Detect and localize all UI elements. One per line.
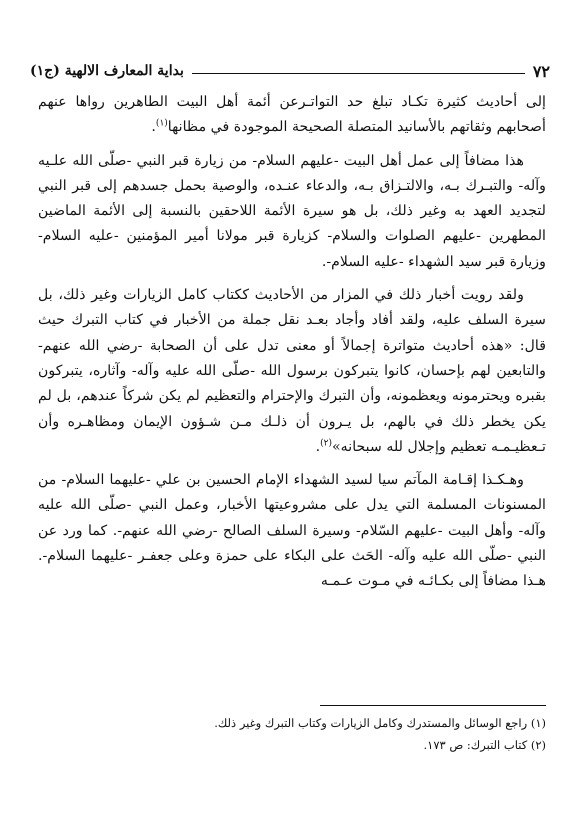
footnotes (38, 712, 546, 756)
footnote-1: (١) راجع الوسائل والمستدرك وكامل الزيارات وكتاب التبرك وغير ذلك. (214, 716, 546, 730)
paragraph-2 (38, 149, 546, 275)
paragraph-4-text: وهـكـذا إقـامة المآتم سيا لسيد الشهداء الإمام الحسين بن علي -عليهما السلام- من المسنونات المسلمة التي يدل على مشروعيتها الأخبار، وعمل النبي -صلّى الله عليه وآله- وأهل البيت -عليهم السّلام- وسيرة السلف الصالح -رضي الله عنهم-. كما ورد عن النبي -صلّى الله عليه وآله- الحَث على البكاء على حمزة وعلى جعفـر -عليهما السلام-. هـذا مضافاً إلى بكـائـه في مـوت عـمـه (38, 472, 546, 590)
page-header (30, 58, 550, 84)
page-number: ٧٢ (532, 61, 550, 81)
footnote-ref-2[interactable]: (٢) (320, 438, 332, 449)
footnote-separator (320, 705, 546, 706)
paragraph-4 (38, 468, 546, 594)
running-title: بداية المعارف الالهية (ج١) (30, 63, 184, 79)
footnote-ref-1[interactable]: (١) (155, 118, 168, 129)
header-rule (192, 73, 525, 74)
paragraph-3-text: ولقد رويت أخبار ذلك في المزار من الأحاديث ككتاب كامل الزيارات وغير ذلك، بل سيرة السلف عليه، ولقد أفاد وأجاد بعـد نقل جملة من الأخبار في كتاب التبرك حيث قال: «هذه أحاديث متواترة إجمالاً أو معنى تدل على أن الصحابة -رضي الله عنهم- والتابعين لهم بإحسان، كانوا يتبركون برسول الله -صلّى الله عليه وآله- وآثاره، يتبركون بقبره ويحترمونه ويعظمونه، وأن التبرك والإحترام والتعظيم لم يكن شركاً عندهم، بل لم يكن يخطر ذلك في بالهم، بل يـرون أن ذلـك مـن شـؤون الإيمان ومظاهـره وأن تـعظيـمـه تعظيم وإجلال لله سبحانه» (38, 287, 546, 455)
paragraph-3-tail: . (315, 438, 321, 455)
paragraph-3 (38, 283, 546, 460)
paragraph-2-text: هذا مضافاً إلى عمل أهل البيت -عليهم السلام- من زيارة قبر النبي -صلّى الله علـيه وآله- والتبـرك بـه، والالتـزاق بـه، والدعاء عنـده، والوصية بحمل جسدهم إلى قبر النبي لتجديد العهد به وغير ذلك، بل هو سيرة الأئمة اللاحقين بالنسبة إلى الأئمة الماضين المطهرين -عليهم الصلوات والسلام- كزيارة قبر مولانا أمير المؤمنين -عليه السلام- وزيارة قبر سيد الشهداء -عليه السلام-. (38, 152, 546, 270)
footnote-2: (٢) كتاب التبرك: ص ١٧٣. (423, 738, 546, 752)
body-text (38, 90, 546, 603)
paragraph-1-tail: . (151, 119, 156, 136)
paragraph-1 (38, 90, 546, 141)
paragraph-1-text: إلى أحاديث كثيرة تكـاد تبلغ حد التواتـرعن أئمة أهل البيت الطاهرين رواها عنهم أصحابهم وثقاتهم بالأسانيد المتصلة الصحيحة الموجودة في مظانها (38, 94, 546, 136)
